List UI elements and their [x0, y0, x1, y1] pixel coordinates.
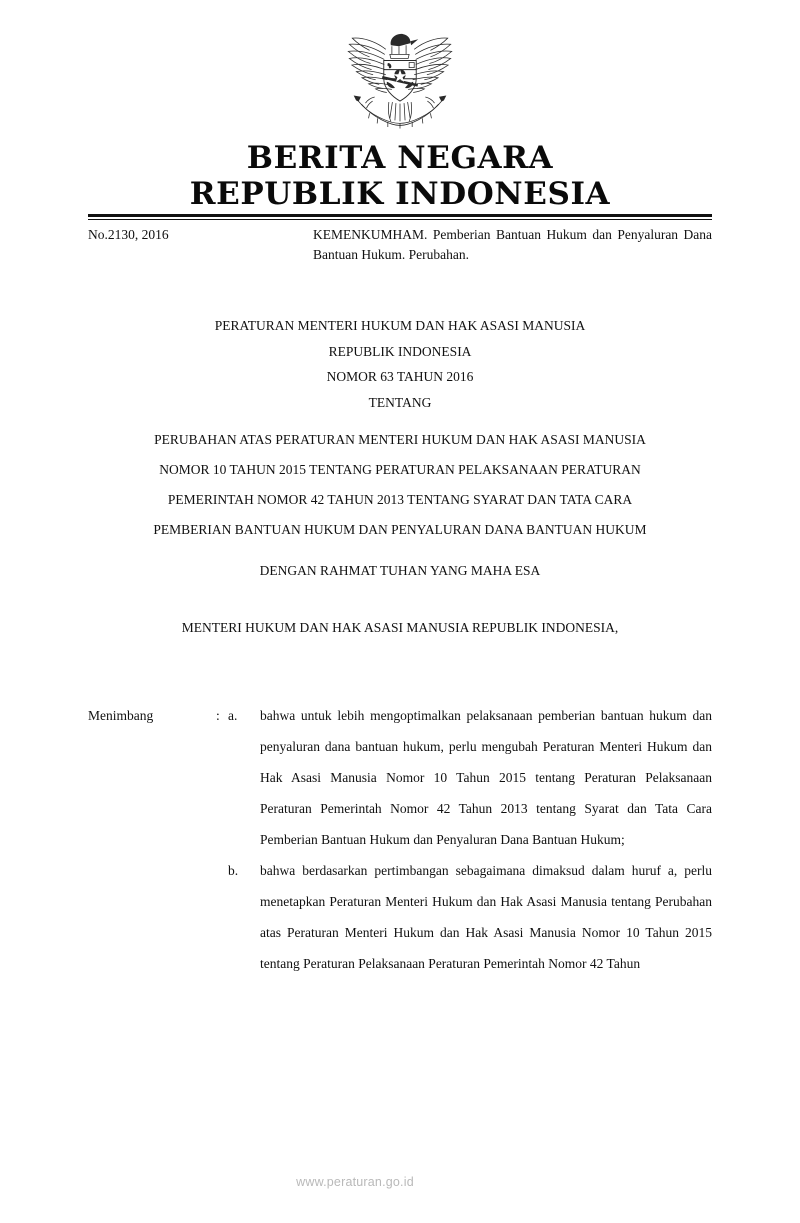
subject-title-line-4: PEMBERIAN BANTUAN HUKUM DAN PENYALURAN DANA BANTUAN HUKUM: [153, 522, 647, 537]
considering-label: Menimbang: [88, 708, 154, 723]
garuda-pancasila-emblem: [339, 26, 461, 130]
divider-thick-line: [88, 214, 712, 217]
masthead-line-2: REPUBLIK INDONESIA: [189, 176, 611, 212]
header-divider: [88, 214, 712, 220]
title-line-1: PERATURAN MENTERI HUKUM DAN HAK ASASI MANUSIA: [214, 318, 586, 333]
considering-letter-a: a.: [228, 708, 238, 723]
considering-letter-b: b.: [228, 863, 239, 878]
subject-title-line-1: PERUBAHAN ATAS PERATURAN MENTERI HUKUM DAN HAK ASASI MANUSIA: [154, 432, 646, 447]
considering-item-b: [88, 855, 712, 979]
regulation-subject-title: [60, 425, 740, 545]
considering-section: [88, 700, 712, 979]
gazette-number: No.2130, 2016: [88, 227, 169, 242]
considering-item-a: [88, 700, 712, 855]
subject-title-line-2: NOMOR 10 TAHUN 2015 TENTANG PERATURAN PELAKSANAAN PERATURAN: [159, 462, 641, 477]
header-info-row: [88, 225, 712, 265]
footer-watermark: [0, 1175, 800, 1189]
footer-url: www.peraturan.go.id: [296, 1175, 414, 1189]
blessing-line: DENGAN RAHMAT TUHAN YANG MAHA ESA: [259, 563, 541, 578]
considering-colon: :: [216, 708, 220, 723]
gazette-subject: KEMENKUMHAM. Pemberian Bantuan Hukum dan Penyaluran Dana Bantuan Hukum. Perubahan.: [313, 227, 712, 262]
regulation-title-block: [60, 313, 740, 415]
divider-thin-line: [88, 219, 712, 220]
considering-text-a: bahwa untuk lebih mengoptimalkan pelaksanaan pemberian bantuan hukum dan penyaluran dana bantuan hukum, perlu mengubah Peraturan Menteri Hukum dan Hak Asasi Manusia Nomor 10 Tahun 2015 tentang Peraturan Pelaksanaan Peraturan Pemerintah Nomor 42 Tahun 2013 tentang Syarat dan Tata Cara Pemberian Bantuan Hukum dan Penyaluran Dana Bantuan Hukum;: [260, 708, 712, 847]
emblem-container: [0, 26, 800, 135]
minister-line: MENTERI HUKUM DAN HAK ASASI MANUSIA REPUBLIK INDONESIA,: [181, 620, 619, 635]
masthead-line-1: BERITA NEGARA: [246, 140, 554, 176]
masthead-title: [0, 140, 800, 212]
title-number: NOMOR 63 TAHUN 2016: [326, 369, 474, 384]
title-tentang: TENTANG: [368, 394, 432, 410]
considering-text-b: bahwa berdasarkan pertimbangan sebagaimana dimaksud dalam huruf a, perlu menetapkan Peraturan Menteri Hukum dan Hak Asasi Manusia tentang Perubahan atas Peraturan Menteri Hukum dan Hak Asasi Manusia Nomor 10 Tahun 2015 tentang Peraturan Pelaksanaan Peraturan Pemerintah Nomor 42 Tahun: [260, 863, 712, 971]
title-line-2: REPUBLIK INDONESIA: [328, 343, 472, 359]
subject-title-line-3: PEMERINTAH NOMOR 42 TAHUN 2013 TENTANG SYARAT DAN TATA CARA: [167, 492, 633, 507]
